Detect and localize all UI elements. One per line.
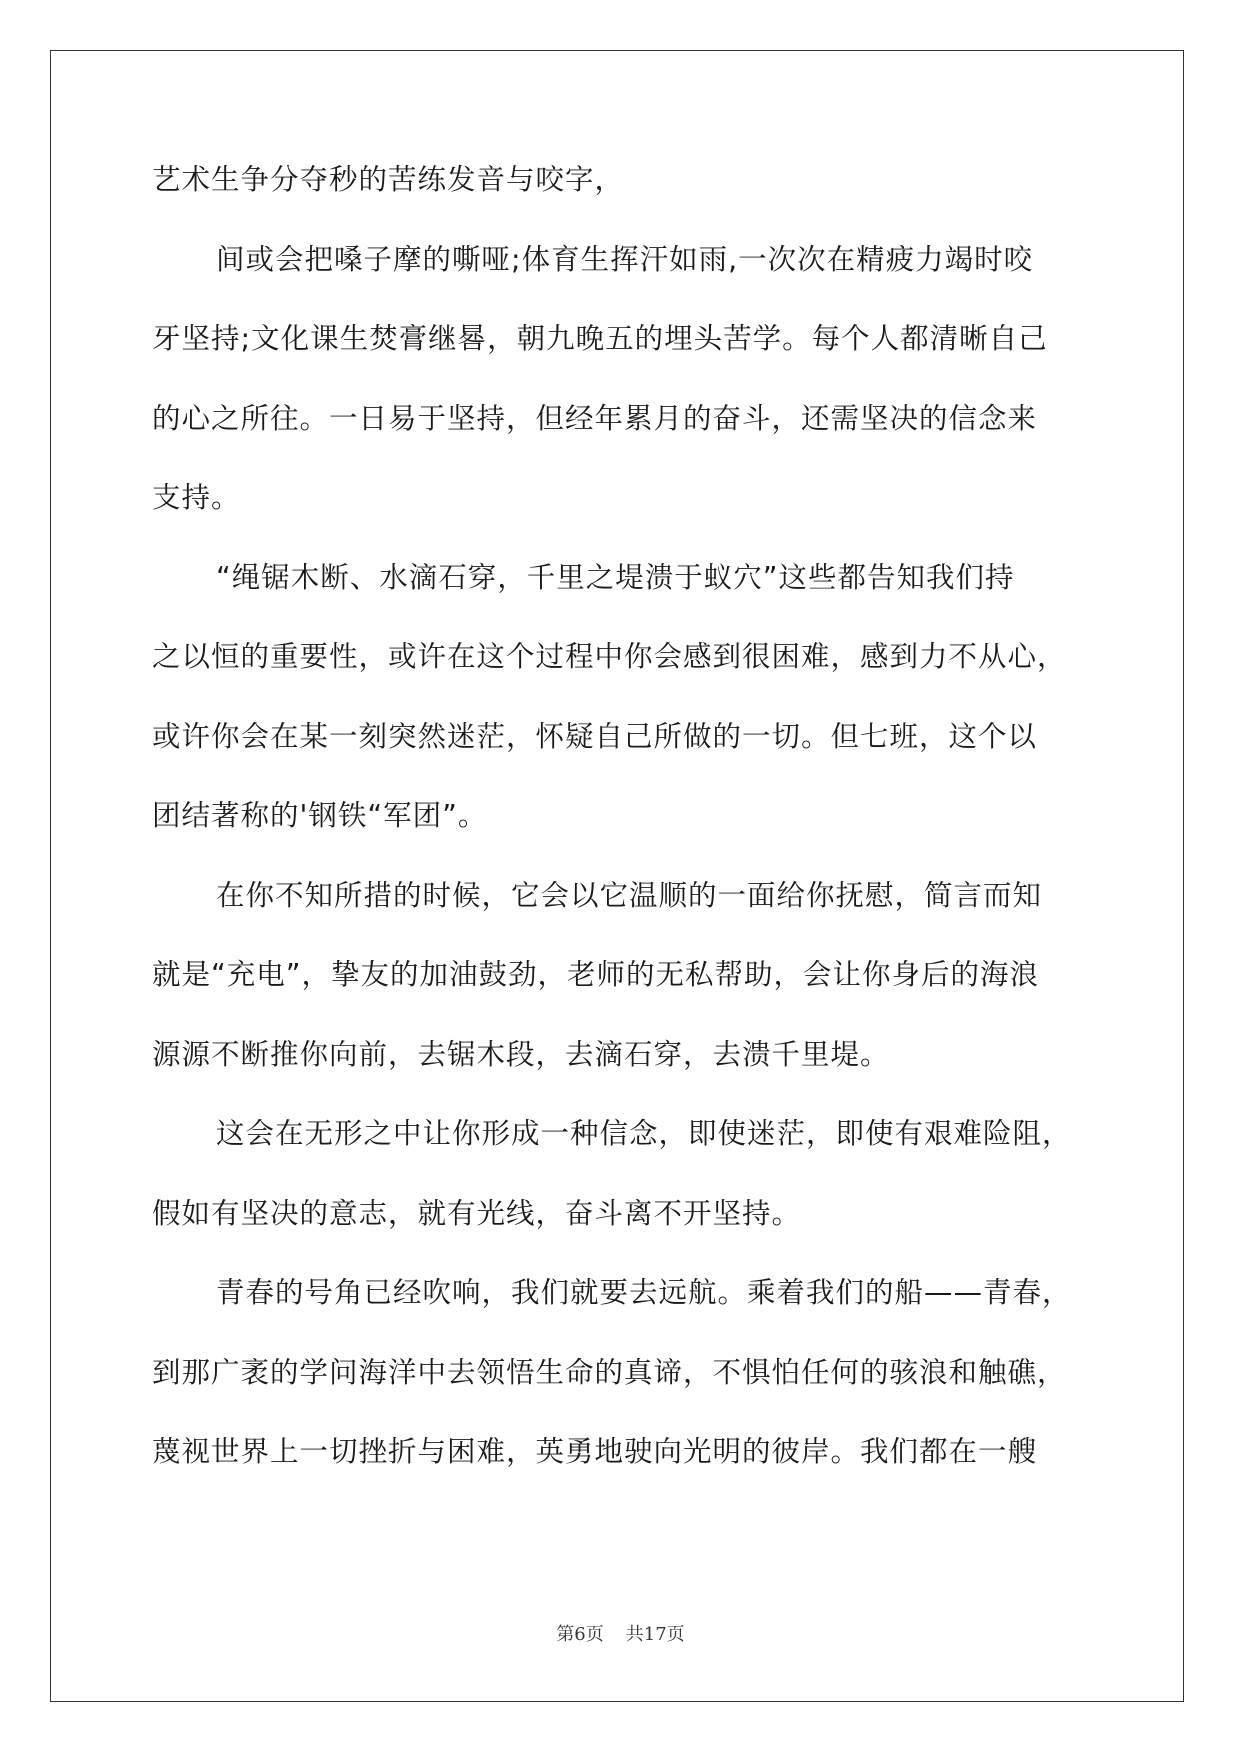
text-line: 蔑视世界上一切挫折与困难，英勇地驶向光明的彼岸。我们都在一艘 (152, 1435, 1038, 1468)
text-line: 支持。 (152, 481, 241, 514)
text-line: 假如有坚决的意志，就有光线，奋斗离不开坚持。 (152, 1196, 802, 1230)
text-line: 牙坚持;文化课生焚膏继晷，朝九晚五的埋头苦学。每个人都清晰自己 (152, 322, 1048, 355)
text-line: 就是“充电”，挚友的加油鼓劲，老师的无私帮助，会让你身后的海浪 (152, 958, 1040, 991)
text-line: 团结著称的'钢铁“军团”。 (152, 799, 488, 832)
text-line: 间或会把嗓子摩的嘶哑;体育生挥汗如雨,一次次在精疲力竭时咬 (216, 242, 1034, 276)
text-line: 这会在无形之中让你形成一种信念，即使迷茫，即使有艰难险阻， (216, 1117, 1072, 1150)
text-line: 的心之所往。一日易于坚持，但经年累月的奋斗，还需坚决的信念来 (152, 401, 1038, 435)
text-line: 青春的号角已经吹响，我们就要去远航。乘着我们的船——青春， (216, 1276, 1072, 1309)
text-line: 或许你会在某一刻突然迷茫，怀疑自己所做的一切。但七班，这个以 (152, 719, 1038, 753)
text-line: “绳锯木断、水滴石穿，千里之堤溃于蚁穴”这些都告知我们持 (216, 560, 1015, 594)
text-line: 在你不知所措的时候，它会以它温顺的一面给你抚慰，简言而知 (216, 878, 1043, 912)
text-line: 艺术生争分夺秒的苦练发音与咬字， (152, 163, 625, 196)
text-line: 源源不断推你向前，去锯木段，去滴石穿，去溃千里堤。 (152, 1037, 890, 1071)
document-body (152, 160, 1107, 1512)
text-line: 到那广袤的学问海洋中去领悟生命的真谛，不惧怕任何的骇浪和触礁， (152, 1355, 1067, 1389)
page-footer (0, 1620, 1241, 1646)
text-line: 之以恒的重要性，或许在这个过程中你会感到很困难，感到力不从心， (152, 640, 1067, 673)
page-number: 第6页 (556, 1624, 604, 1645)
page-total: 共17页 (625, 1624, 685, 1645)
